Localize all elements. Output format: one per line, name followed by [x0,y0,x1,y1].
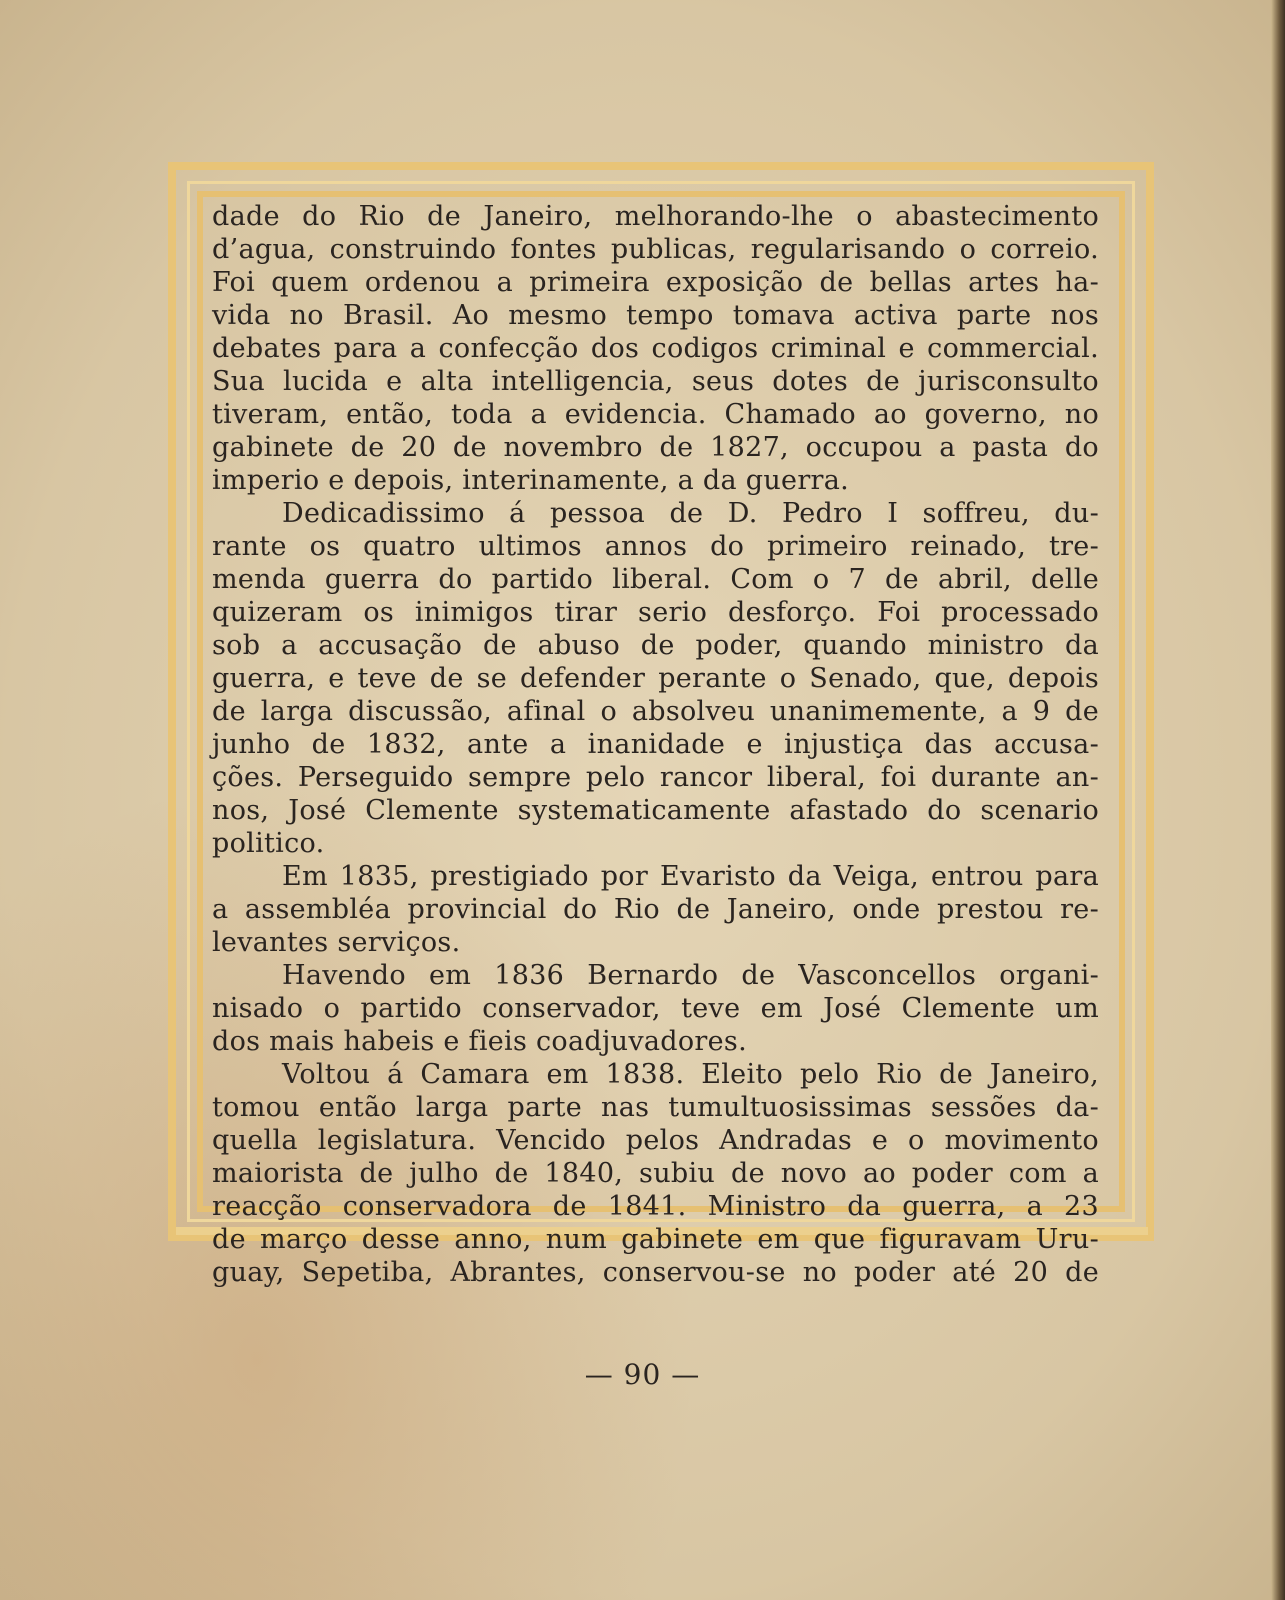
text-line: rante os quatro ultimos annos do primeiro reinado, tre- [212,531,1099,562]
text-line: Dedicadissimo á pessoa de D. Pedro I soffreu, du- [282,498,1099,529]
text-line: reacção conservadora de 1841. Ministro da guerra, a 23 [212,1191,1099,1222]
text-line: gabinete de 20 de novembro de 1827, occupou a pasta do [212,432,1099,463]
text-line: Em 1835, prestigiado por Evaristo da Veiga, entrou para [282,861,1099,892]
text-line: Havendo em 1836 Bernardo de Vasconcellos organi- [282,960,1099,991]
text-line: dade do Rio de Janeiro, melhorando-lhe o abastecimento [212,201,1099,232]
text-line: tomou então larga parte nas tumultuosissimas sessões da- [212,1092,1099,1123]
text-line: tiveram, então, toda a evidencia. Chamado ao governo, no [212,399,1099,430]
text-line: sob a accusação de abuso de poder, quando ministro da [212,630,1099,661]
body-text [212,200,1099,1289]
text-line: de março desse anno, num gabinete em que figuravam Uru- [212,1224,1099,1255]
text-line: quella legislatura. Vencido pelos Andradas e o movimento [212,1125,1099,1156]
text-line: maiorista de julho de 1840, subiu de novo ao poder com a [212,1158,1099,1189]
text-line: Foi quem ordenou a primeira exposição de bellas artes ha- [212,267,1099,298]
text-line: junho de 1832, ante a inanidade e injustiça das accusa- [212,729,1099,760]
text-line: menda guerra do partido liberal. Com o 7 de abril, delle [212,564,1099,595]
text-line: d’agua, construindo fontes publicas, regularisando o correio. [212,234,1099,265]
text-line: dos mais habeis e fieis coadjuvadores. [212,1026,747,1057]
text-line: quizeram os inimigos tirar serio desforço. Foi processado [212,597,1099,628]
text-line: imperio e depois, interinamente, a da guerra. [212,465,850,496]
text-line: vida no Brasil. Ao mesmo tempo tomava activa parte nos [212,300,1099,331]
text-line: politico. [212,828,325,859]
text-line: a assembléa provincial do Rio de Janeiro, onde prestou re- [212,894,1099,925]
text-line: ções. Perseguido sempre pelo rancor liberal, foi durante an- [212,762,1099,793]
text-line: levantes serviços. [212,927,461,958]
page-number: — 90 — [584,1358,701,1391]
text-line: guay, Sepetiba, Abrantes, conservou-se no poder até 20 de [212,1257,1099,1288]
text-line: guerra, e teve de se defender perante o Senado, que, depois [212,663,1099,694]
text-line: Voltou á Camara em 1838. Eleito pelo Rio de Janeiro, [282,1059,1099,1090]
text-line: nos, José Clemente systematicamente afastado do scenario [212,795,1099,826]
text-line: nisado o partido conservador, teve em José Clemente um [212,993,1099,1024]
text-line: debates para a confecção dos codigos criminal e commercial. [212,333,1099,364]
text-line: Sua lucida e alta intelligencia, seus dotes de jurisconsulto [212,366,1099,397]
text-line: de larga discussão, afinal o absolveu unanimemente, a 9 de [212,696,1099,727]
